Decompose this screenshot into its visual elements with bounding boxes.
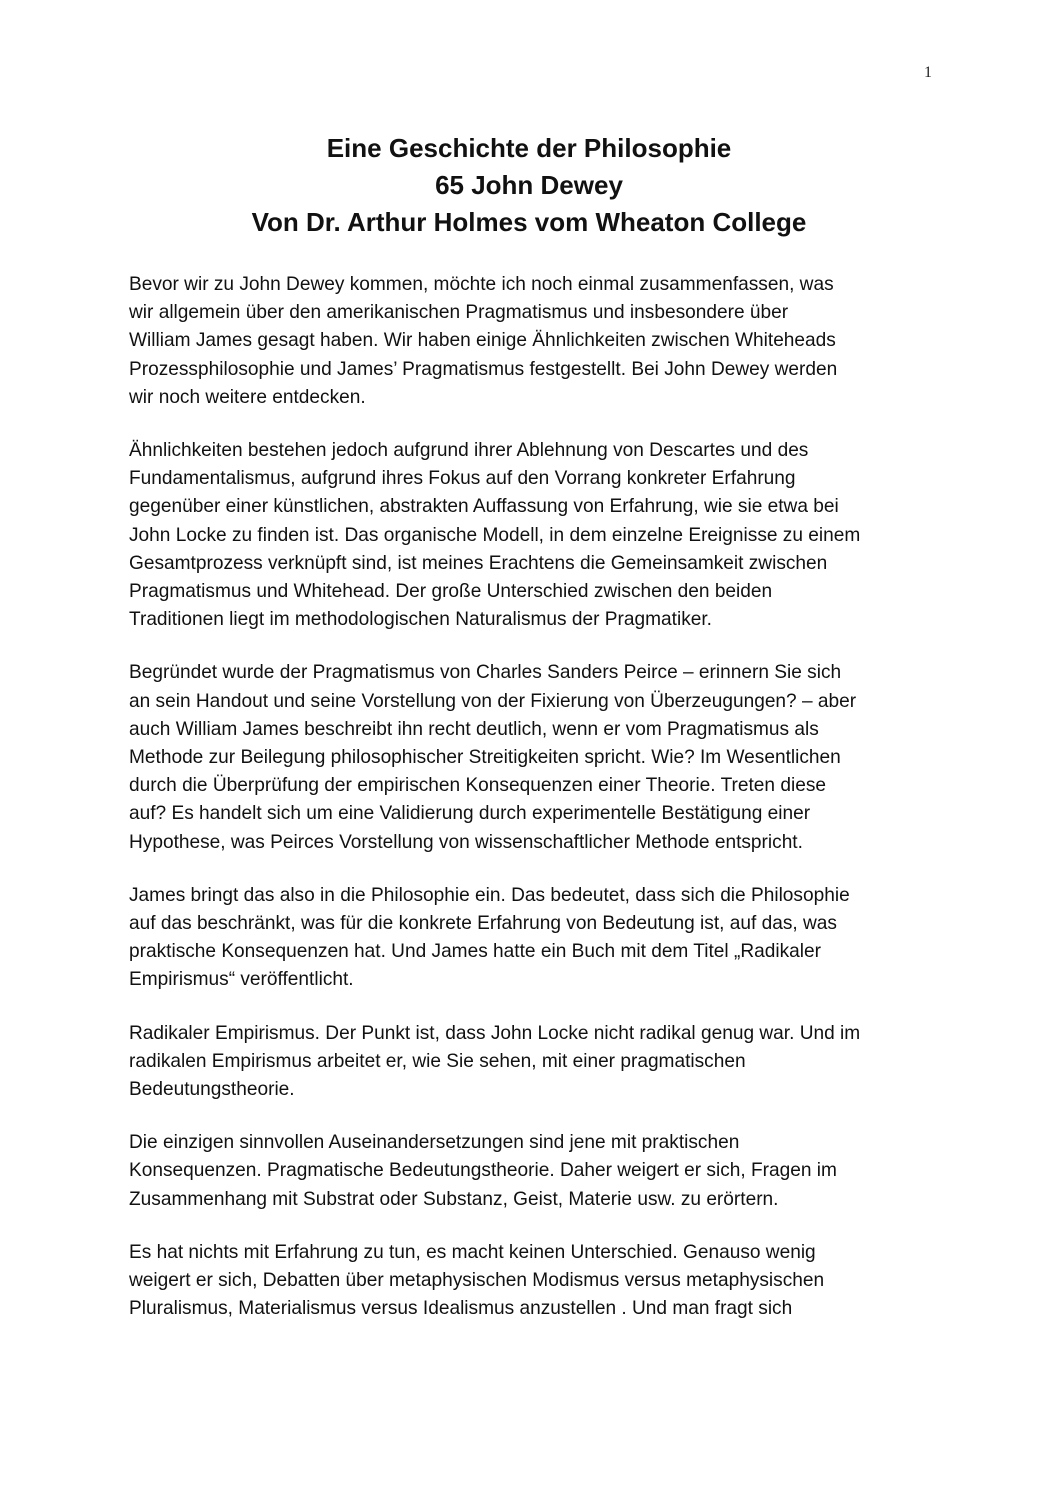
paragraph: [129, 882, 934, 995]
text-line: auch William James beschreibt ihn recht deutlich, wenn er vom Pragmatismus als: [129, 718, 819, 740]
text-line: durch die Überprüfung der empirischen Konsequenzen einer Theorie. Treten diese: [129, 775, 826, 797]
text-line: an sein Handout und seine Vorstellung von der Fixierung von Überzeugungen? – aber: [129, 690, 857, 712]
paragraph: [129, 1239, 934, 1324]
text-line: auf das beschränkt, was für die konkrete Erfahrung von Bedeutung ist, auf das, was: [129, 913, 837, 935]
text-line: Konsequenzen. Pragmatische Bedeutungstheorie. Daher weigert er sich, Fragen im: [129, 1160, 837, 1182]
paragraph: [129, 1129, 934, 1214]
text-line: Radikaler Empirismus. Der Punkt ist, dass John Locke nicht radikal genug war. Und im: [129, 1022, 861, 1044]
paragraph: [129, 437, 934, 634]
title-line: Eine Geschichte der Philosophie: [326, 133, 732, 163]
text-line: Pragmatismus und Whitehead. Der große Unterschied zwischen den beiden: [129, 581, 773, 603]
text-line: Die einzigen sinnvollen Auseinandersetzungen sind jene mit praktischen: [129, 1132, 740, 1154]
text-line: Gesamtprozess verknüpft sind, ist meines Erachtens die Gemeinsamkeit zwischen: [129, 552, 828, 574]
title-line: Von Dr. Arthur Holmes vom Wheaton College: [251, 207, 807, 237]
text-line: Pluralismus, Materialismus versus Idealismus anzustellen . Und man fragt sich: [129, 1298, 793, 1320]
text-line: wir noch weitere entdecken.: [129, 386, 366, 408]
text-line: weigert er sich, Debatten über metaphysischen Modismus versus metaphysischen: [129, 1270, 825, 1292]
text-line: John Locke zu finden ist. Das organische Modell, in dem einzelne Ereignisse zu einem: [129, 524, 861, 546]
text-line: Ähnlichkeiten bestehen jedoch aufgrund ihrer Ablehnung von Descartes und des: [129, 440, 809, 462]
paragraph: [129, 271, 934, 412]
text-line: Prozessphilosophie und James’ Pragmatismus festgestellt. Bei John Dewey werden: [129, 358, 838, 380]
text-line: Hypothese, was Peirces Vorstellung von wissenschaftlicher Methode entspricht.: [129, 831, 803, 853]
paragraph: [129, 659, 934, 856]
text-line: gegenüber einer künstlichen, abstrakten Auffassung von Erfahrung, wie sie etwa bei: [129, 496, 839, 518]
text-line: Bedeutungstheorie.: [129, 1079, 295, 1101]
text-line: praktische Konsequenzen hat. Und James hatte ein Buch mit dem Titel „Radikaler: [129, 941, 821, 963]
title-line: 65 John Dewey: [435, 170, 623, 200]
text-line: Empirismus“ veröffentlicht.: [129, 969, 354, 991]
text-line: radikalen Empirismus arbeitet er, wie Sie sehen, mit einer pragmatischen: [129, 1050, 746, 1072]
text-line: Zusammenhang mit Substrat oder Substanz, Geist, Materie usw. zu erörtern.: [129, 1188, 779, 1210]
document-title: [0, 130, 1058, 241]
text-line: Bevor wir zu John Dewey kommen, möchte ich noch einmal zusammenfassen, was: [129, 274, 834, 295]
text-line: William James gesagt haben. Wir haben einige Ähnlichkeiten zwischen Whiteheads: [129, 330, 836, 352]
text-line: James bringt das also in die Philosophie ein. Das bedeutet, dass sich die Philosophie: [129, 884, 850, 906]
text-line: auf? Es handelt sich um eine Validierung durch experimentelle Bestätigung einer: [129, 803, 811, 825]
paragraph: [129, 1020, 934, 1105]
text-line: wir allgemein über den amerikanischen Pragmatismus und insbesondere über: [129, 302, 789, 324]
text-line: Begründet wurde der Pragmatismus von Charles Sanders Peirce – erinnern Sie sich: [129, 662, 842, 684]
text-line: Traditionen liegt im methodologischen Naturalismus der Pragmatiker.: [129, 609, 712, 631]
text-line: Methode zur Beilegung philosophischer Streitigkeiten spricht. Wie? Im Wesentlichen: [129, 747, 841, 769]
page-number: 1: [924, 64, 932, 81]
text-line: Fundamentalismus, aufgrund ihres Fokus auf den Vorrang konkreter Erfahrung: [129, 468, 796, 490]
text-line: Es hat nichts mit Erfahrung zu tun, es macht keinen Unterschied. Genauso wenig: [129, 1241, 816, 1263]
body-text: [129, 271, 934, 1349]
